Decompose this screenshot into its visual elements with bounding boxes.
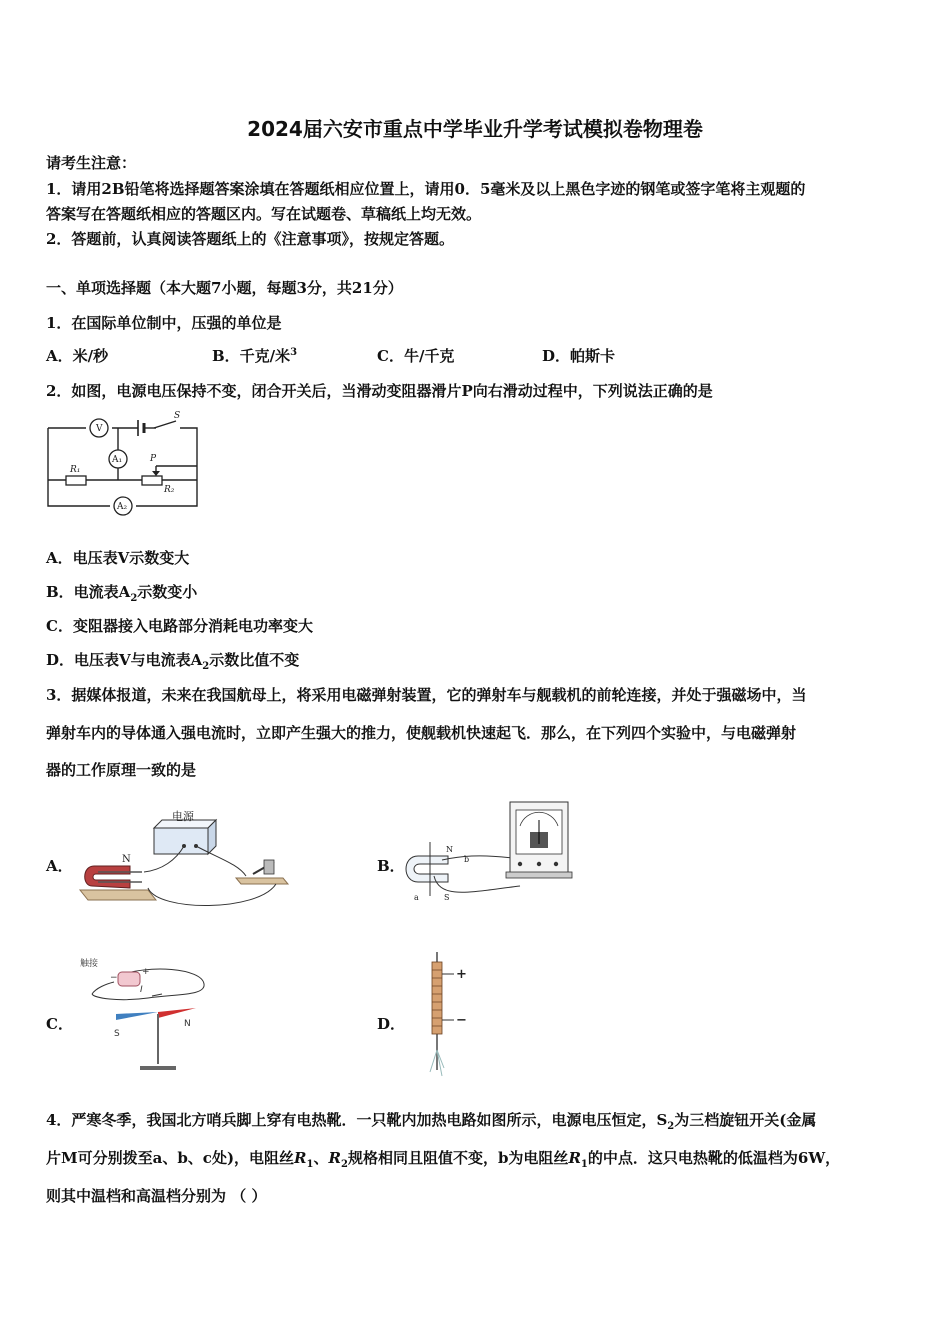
page-title: 2024届六安市重点中学毕业升学考试模拟卷物理卷 (247, 117, 703, 141)
q2-circuit-diagram (44, 408, 204, 518)
q1-option-b: B．千克/米$^3$ (212, 347, 298, 365)
q3-option-a-label: A． (46, 857, 73, 875)
section-heading: 一、单项选择题（本大题7小题，每题3分，共21分） (46, 279, 403, 297)
q4-stem-line-3: 则其中温档和高温档分别为 （ ） (46, 1187, 267, 1205)
notice-item-2: 2．答题前，认真阅读答题纸上的《注意事项》，按规定答题。 (46, 230, 454, 248)
q3-option-b-label: B． (377, 857, 405, 875)
q3-figure-b (400, 796, 590, 921)
fig-a-power-label: 电源 (172, 810, 194, 823)
q2-option-b: B．电流表$A_2$示数变小 (46, 583, 198, 604)
label-r1: R₁ (70, 465, 81, 475)
q4-stem-line-2: 片M可分别拨至a、b、c处)，电阻丝$R_1$、$R_2$规格相同且阻值不变，b为电阻丝$R_1$的中点．这只电热靴的低温档为6W， (46, 1149, 841, 1170)
q1-option-c: C．牛/千克 (377, 347, 455, 365)
q1-option-a: A．米/秒 (46, 347, 109, 365)
notice-heading: 请考生注意： (46, 154, 137, 172)
q3-figure-a (78, 808, 303, 918)
fig-c-n-label: N (184, 1019, 191, 1029)
notice-item-1-line-1: 1．请用2B铅笔将选择题答案涂填在答题纸相应位置上，请用0．5毫米及以上黑色字迹的钢笔或签字笔将主观题的 (46, 180, 806, 198)
fig-c-s-label: S (114, 1029, 120, 1039)
label-r2: R₂ (164, 485, 175, 495)
fig-b-n-label: N (446, 845, 453, 854)
fig-b-s-label: S (444, 893, 450, 902)
q3-figure-c (78, 954, 218, 1078)
notice-item-1-line-2: 答案写在答题纸相应的答题区内。写在试题卷、草稿纸上均无效。 (46, 205, 482, 223)
fig-c-plus-label: + (142, 967, 150, 977)
slider-arrow (152, 471, 160, 476)
label-s: S (174, 411, 181, 421)
label-p: P (150, 454, 157, 464)
q2-option-d: D．电压表V与电流表$A_2$示数比值不变 (46, 651, 300, 672)
q1-stem: 1．在国际单位制中，压强的单位是 (46, 314, 282, 332)
q3-option-d-label: D． (377, 1015, 406, 1033)
q3-stem-line-3: 器的工作原理一致的是 (46, 761, 197, 779)
q3-option-c-label: C． (46, 1015, 73, 1033)
q4-stem-line-1: 4．严寒冬季，我国北方哨兵脚上穿有电热靴．一只靴内加热电路如图所示，电源电压恒定，$S_2$为三档旋钮开关(金属 (46, 1111, 817, 1132)
q3-stem-line-2: 弹射车内的导体通入强电流时，立即产生强大的推力，使舰载机快速起飞．那么，在下列四个实验中，与电磁弹射 (46, 724, 797, 742)
q3-figure-d (420, 950, 480, 1080)
resistor-r1 (66, 476, 86, 485)
q3-stem-line-1: 3．据媒体报道，未来在我国航母上，将采用电磁弹射装置，它的弹射车与舰载机的前轮连接，并处于强磁场中，当 (46, 686, 807, 704)
q2-option-c: C．变阻器接入电路部分消耗电功率变大 (46, 617, 313, 635)
fig-c-touch-label: 触接 (80, 959, 99, 969)
fig-c-i-label: I (140, 985, 143, 995)
fig-d-plus-label: + (456, 967, 467, 982)
q2-stem: 2．如图，电源电压保持不变，闭合开关后，当滑动变阻器滑片P向右滑动过程中，下列说法正确的是 (46, 382, 713, 400)
label-v: V (96, 424, 103, 434)
fig-d-minus-label: − (456, 1013, 467, 1028)
fig-c-minus-label: − (110, 973, 118, 983)
label-a1: A₁ (112, 455, 123, 465)
fig-b-b-label: b (464, 855, 470, 864)
label-a2: A₂ (117, 502, 128, 512)
q1-option-d: D．帕斯卡 (542, 347, 616, 365)
fig-a-n-label: N (122, 854, 131, 865)
q2-option-a: A．电压表V示数变大 (46, 549, 190, 567)
fig-b-a-label: a (414, 893, 419, 902)
resistor-r2 (142, 476, 162, 485)
